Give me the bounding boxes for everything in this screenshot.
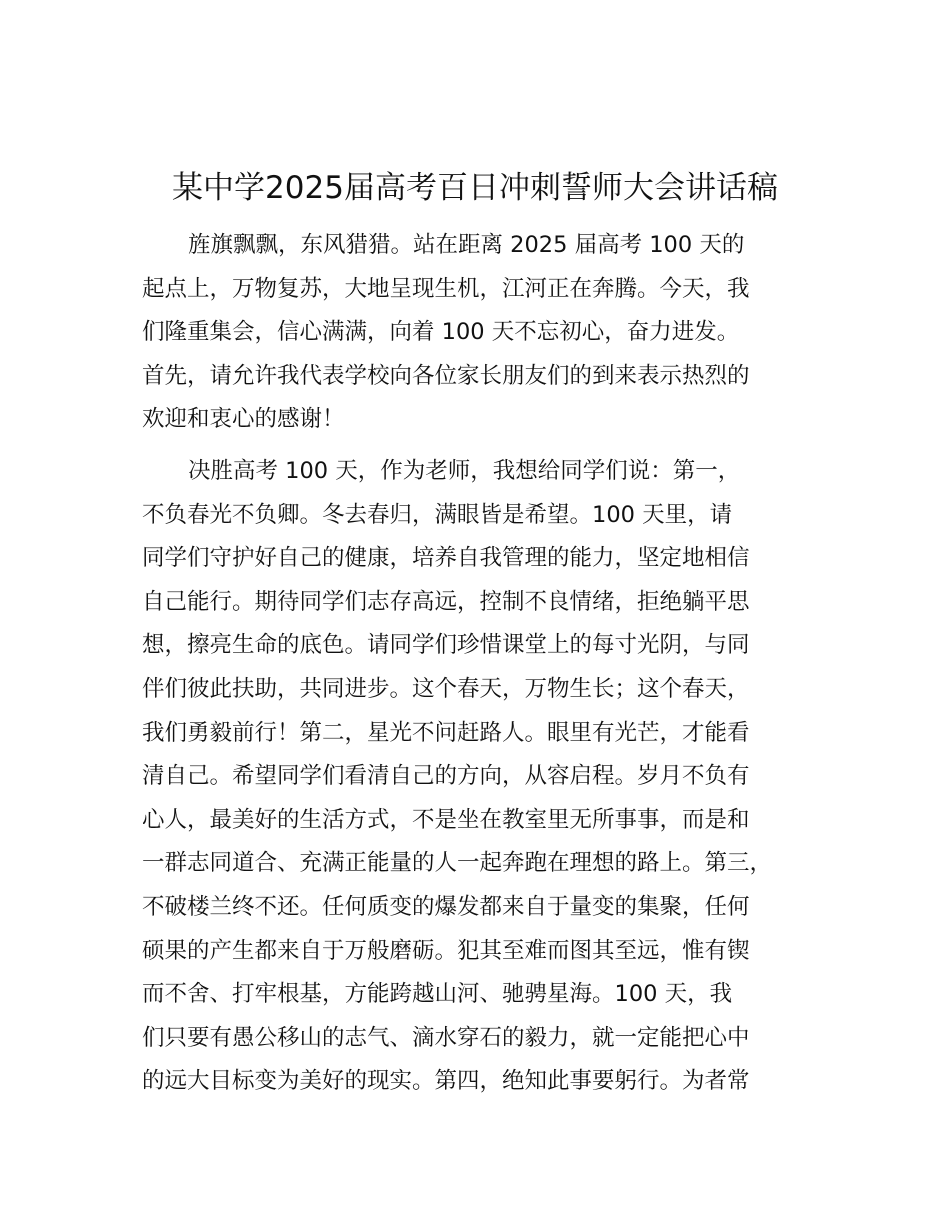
paragraph-line: 清自己。希望同学们看清自己的方向，从容启程。岁月不负有 <box>142 763 750 790</box>
paragraph-line: 想，擦亮生命的底色。请同学们珍惜课堂上的每寸光阴，与同 <box>142 632 750 659</box>
paragraph-line: 不破楼兰终不还。任何质变的爆发都来自于量变的集聚，任何 <box>142 893 750 920</box>
document-title: 某中学2025届高考百日冲刺誓师大会讲话稿 <box>172 170 778 206</box>
paragraph-2 <box>142 450 842 1104</box>
paragraph-1 <box>142 224 842 442</box>
paragraph-line: 起点上，万物复苏，大地呈现生机，江河正在奔腾。今天，我 <box>142 275 750 302</box>
paragraph-line: 不负春光不负卿。冬去春归，满眼皆是希望。100 天里，请 <box>142 501 733 528</box>
paragraph-line: 决胜高考 100 天，作为老师，我想给同学们说：第一， <box>188 458 741 484</box>
paragraph-line: 而不舍、打牢根基，方能跨越山河、驰骋星海。100 天，我 <box>142 981 733 1008</box>
paragraph-line: 旌旗飘飘，东风猎猎。站在距离 2025 届高考 100 天的 <box>188 232 745 258</box>
paragraph-line: 一群志同道合、充满正能量的人一起奔跑在理想的路上。第三， <box>142 850 773 877</box>
paragraph-line: 硕果的产生都来自于万般磨砺。犯其至难而图其至远，惟有锲 <box>142 937 750 964</box>
paragraph-line: 们隆重集会，信心满满，向着 100 天不忘初心，奋力进发。 <box>142 319 740 346</box>
paragraph-line: 心人，最美好的生活方式，不是坐在教室里无所事事，而是和 <box>142 806 750 833</box>
paragraph-line: 伴们彼此扶助，共同进步。这个春天，万物生长；这个春天， <box>142 675 750 702</box>
paragraph-line: 欢迎和衷心的感谢！ <box>142 406 345 433</box>
paragraph-line: 自己能行。期待同学们志存高远，控制不良情绪，拒绝躺平思 <box>142 588 750 615</box>
paragraph-line: 们只要有愚公移山的志气、滴水穿石的毅力，就一定能把心中 <box>142 1024 750 1051</box>
paragraph-line: 首先，请允许我代表学校向各位家长朋友们的到来表示热烈的 <box>142 362 750 389</box>
paragraph-line: 同学们守护好自己的健康，培养自我管理的能力，坚定地相信 <box>142 545 750 572</box>
paragraph-line: 我们勇毅前行！第二，星光不问赶路人。眼里有光芒，才能看 <box>142 719 750 746</box>
paragraph-line: 的远大目标变为美好的现实。第四，绝知此事要躬行。为者常 <box>142 1068 750 1095</box>
